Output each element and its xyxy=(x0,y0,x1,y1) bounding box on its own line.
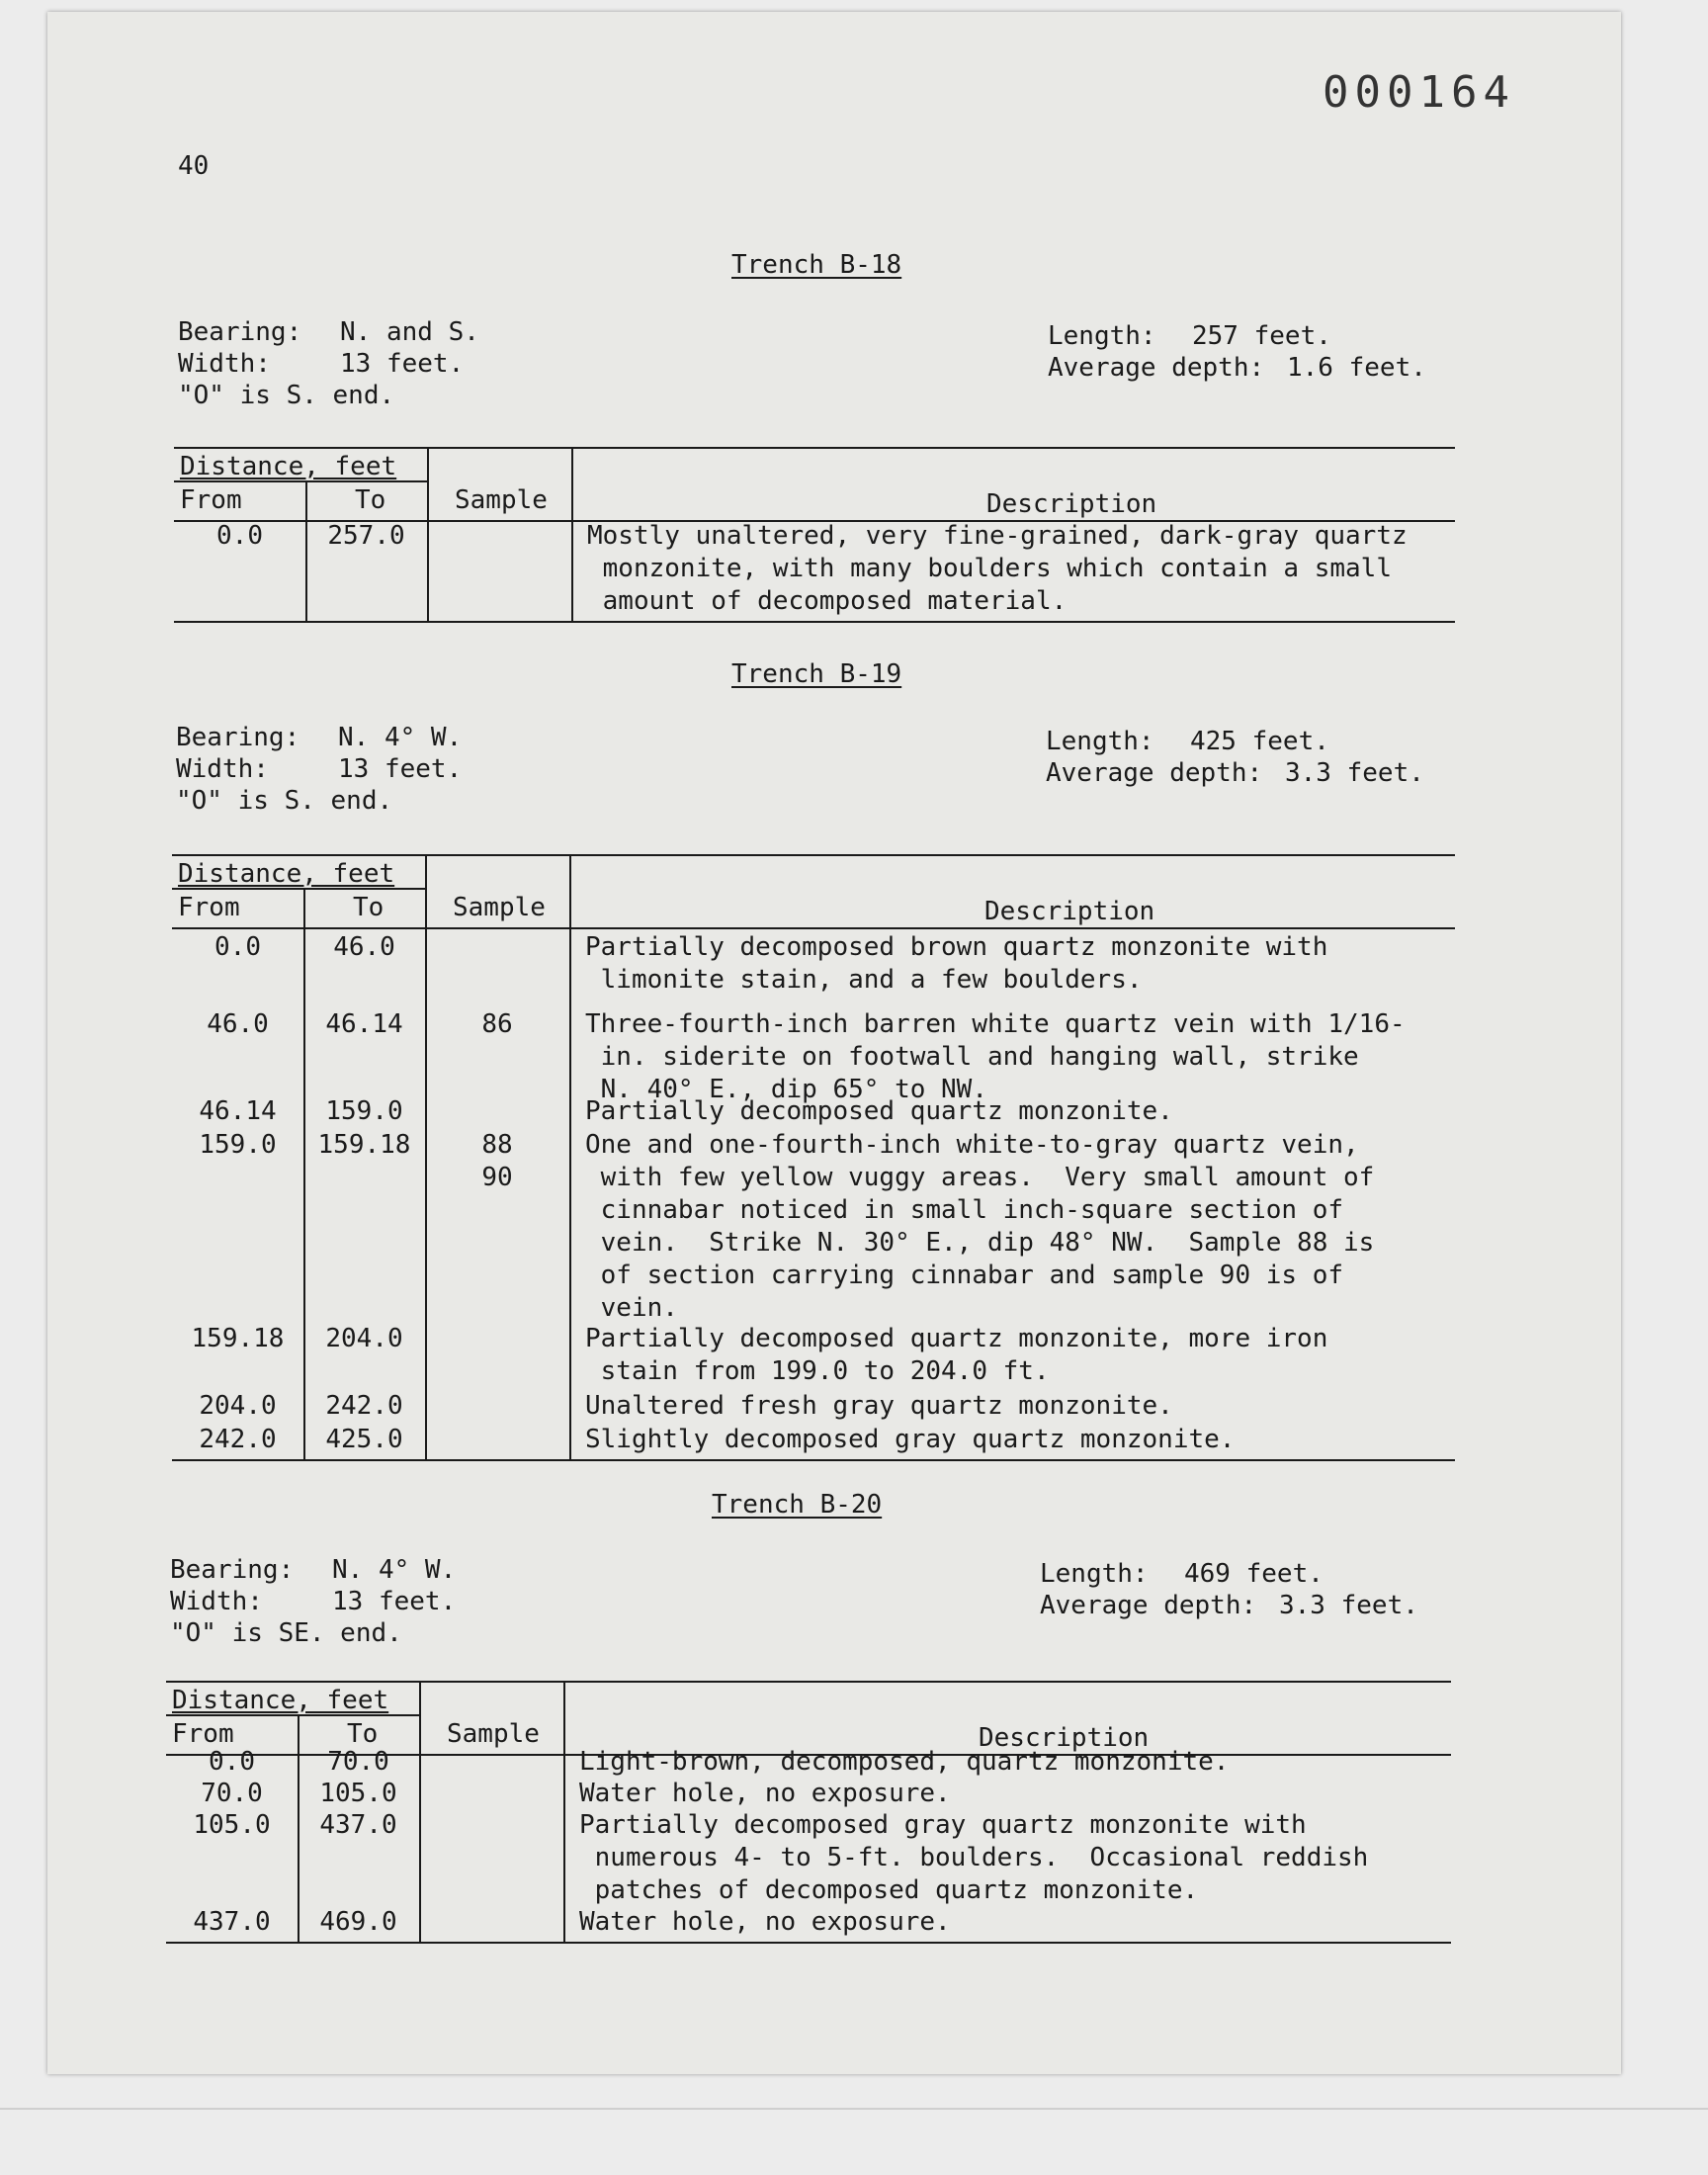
from-cell: 0.0 xyxy=(209,1747,255,1777)
depth-value: 1.6 feet. xyxy=(1287,353,1426,383)
description-cell: Partially decomposed gray quartz monzonite with numerous 4- to 5-ft. boulders. Occasional reddish patches of decomposed quartz monzonite. xyxy=(579,1810,1369,1905)
table-rule xyxy=(166,1942,1451,1944)
col-header-from: From xyxy=(172,1719,234,1749)
description-cell: Partially decomposed brown quartz monzonite with limonite stain, and a few boulders. xyxy=(585,932,1328,995)
depth-label: Average depth: xyxy=(1048,353,1265,383)
length-value: 257 feet. xyxy=(1192,321,1331,351)
from-cell: 0.0 xyxy=(214,932,261,962)
trench-title: Trench B-19 xyxy=(731,659,902,689)
col-header-sample: Sample xyxy=(453,893,546,922)
width-value: 13 feet. xyxy=(340,349,465,379)
description-cell: Partially decomposed quartz monzonite. xyxy=(585,1096,1173,1126)
table-rule xyxy=(172,927,1455,929)
description-cell: One and one-fourth-inch white-to-gray quartz vein, with few yellow vuggy areas. Very small amount of cinnabar noticed in small inch-square section of vein. Strike N. 30° E., dip 48° NW. Sample 88 is of section carrying cinnabar and sample 90 is of vein. xyxy=(585,1130,1375,1323)
document-stamp-number: 000164 xyxy=(1323,67,1515,118)
col-header-sample: Sample xyxy=(447,1719,540,1749)
from-cell: 46.14 xyxy=(199,1096,277,1126)
table-rule xyxy=(571,447,573,621)
col-header-description: Description xyxy=(984,897,1155,926)
table-rule xyxy=(563,1681,565,1942)
table-rule xyxy=(419,1681,421,1942)
depth-label: Average depth: xyxy=(1040,1591,1257,1620)
sample-cell: 86 xyxy=(481,1009,513,1039)
col-header-description: Description xyxy=(986,489,1157,519)
col-header-to: To xyxy=(347,1719,379,1749)
description-cell: Light-brown, decomposed, quartz monzonite. xyxy=(579,1747,1230,1777)
length-label: Length: xyxy=(1040,1559,1149,1589)
width-value: 13 feet. xyxy=(338,754,463,784)
bearing-value: N. 4° W. xyxy=(332,1555,457,1585)
distance-group-header: Distance, feet xyxy=(178,859,395,889)
col-header-to: To xyxy=(355,485,386,515)
bearing-label: Bearing: xyxy=(178,317,302,347)
table-rule xyxy=(172,1459,1455,1461)
to-cell: 105.0 xyxy=(319,1779,397,1808)
to-cell: 469.0 xyxy=(319,1907,397,1937)
from-cell: 204.0 xyxy=(199,1391,277,1421)
page-number: 40 xyxy=(178,151,210,181)
width-label: Width: xyxy=(176,754,269,784)
description-cell: Water hole, no exposure. xyxy=(579,1907,951,1937)
zero-point-note: "O" is SE. end. xyxy=(170,1618,402,1648)
width-value: 13 feet. xyxy=(332,1587,457,1616)
to-cell: 159.0 xyxy=(325,1096,403,1126)
to-cell: 437.0 xyxy=(319,1810,397,1840)
distance-group-header: Distance, feet xyxy=(172,1686,389,1715)
table-rule xyxy=(174,621,1455,623)
length-label: Length: xyxy=(1048,321,1156,351)
to-cell: 46.0 xyxy=(333,932,395,962)
description-cell: Three-fourth-inch barren white quartz vein with 1/16- in. siderite on footwall and hanging wall, strike N. 40° E., dip 65° to NW. xyxy=(585,1009,1406,1104)
length-value: 425 feet. xyxy=(1190,727,1329,756)
sample-cell: 88 90 xyxy=(481,1130,513,1192)
col-header-from: From xyxy=(180,485,242,515)
col-header-to: To xyxy=(353,893,384,922)
to-cell: 257.0 xyxy=(327,521,405,551)
bearing-label: Bearing: xyxy=(176,723,300,752)
from-cell: 70.0 xyxy=(201,1779,263,1808)
table-rule xyxy=(166,1681,1451,1683)
length-value: 469 feet. xyxy=(1184,1559,1324,1589)
col-header-description: Description xyxy=(979,1723,1150,1753)
depth-value: 3.3 feet. xyxy=(1285,758,1424,788)
description-cell: Mostly unaltered, very fine-grained, dark-gray quartz monzonite, with many boulders which contain a small amount of decomposed material. xyxy=(587,521,1408,616)
from-cell: 46.0 xyxy=(207,1009,269,1039)
from-cell: 105.0 xyxy=(193,1810,271,1840)
length-label: Length: xyxy=(1046,727,1154,756)
page-divider xyxy=(0,2108,1708,2110)
to-cell: 204.0 xyxy=(325,1324,403,1353)
to-cell: 242.0 xyxy=(325,1391,403,1421)
from-cell: 437.0 xyxy=(193,1907,271,1937)
to-cell: 70.0 xyxy=(327,1747,389,1777)
from-cell: 0.0 xyxy=(216,521,263,551)
from-cell: 159.18 xyxy=(191,1324,285,1353)
table-rule xyxy=(303,888,305,1459)
trench-title: Trench B-18 xyxy=(731,250,902,280)
bearing-label: Bearing: xyxy=(170,1555,295,1585)
description-cell: Water hole, no exposure. xyxy=(579,1779,951,1808)
zero-point-note: "O" is S. end. xyxy=(176,786,393,816)
distance-group-header: Distance, feet xyxy=(180,452,397,481)
table-rule xyxy=(172,854,1455,856)
col-header-sample: Sample xyxy=(455,485,548,515)
to-cell: 46.14 xyxy=(325,1009,403,1039)
trench-title: Trench B-20 xyxy=(712,1490,883,1520)
description-cell: Partially decomposed quartz monzonite, more iron stain from 199.0 to 204.0 ft. xyxy=(585,1324,1328,1386)
from-cell: 159.0 xyxy=(199,1130,277,1160)
description-cell: Slightly decomposed gray quartz monzonite. xyxy=(585,1425,1236,1454)
table-rule xyxy=(569,854,571,1459)
table-rule xyxy=(174,447,1455,449)
depth-value: 3.3 feet. xyxy=(1279,1591,1418,1620)
description-cell: Unaltered fresh gray quartz monzonite. xyxy=(585,1391,1173,1421)
to-cell: 425.0 xyxy=(325,1425,403,1454)
width-label: Width: xyxy=(170,1587,263,1616)
bearing-value: N. 4° W. xyxy=(338,723,463,752)
zero-point-note: "O" is S. end. xyxy=(178,381,395,410)
bearing-value: N. and S. xyxy=(340,317,479,347)
from-cell: 242.0 xyxy=(199,1425,277,1454)
depth-label: Average depth: xyxy=(1046,758,1263,788)
col-header-from: From xyxy=(178,893,240,922)
width-label: Width: xyxy=(178,349,271,379)
table-rule xyxy=(427,447,429,621)
to-cell: 159.18 xyxy=(317,1130,411,1160)
